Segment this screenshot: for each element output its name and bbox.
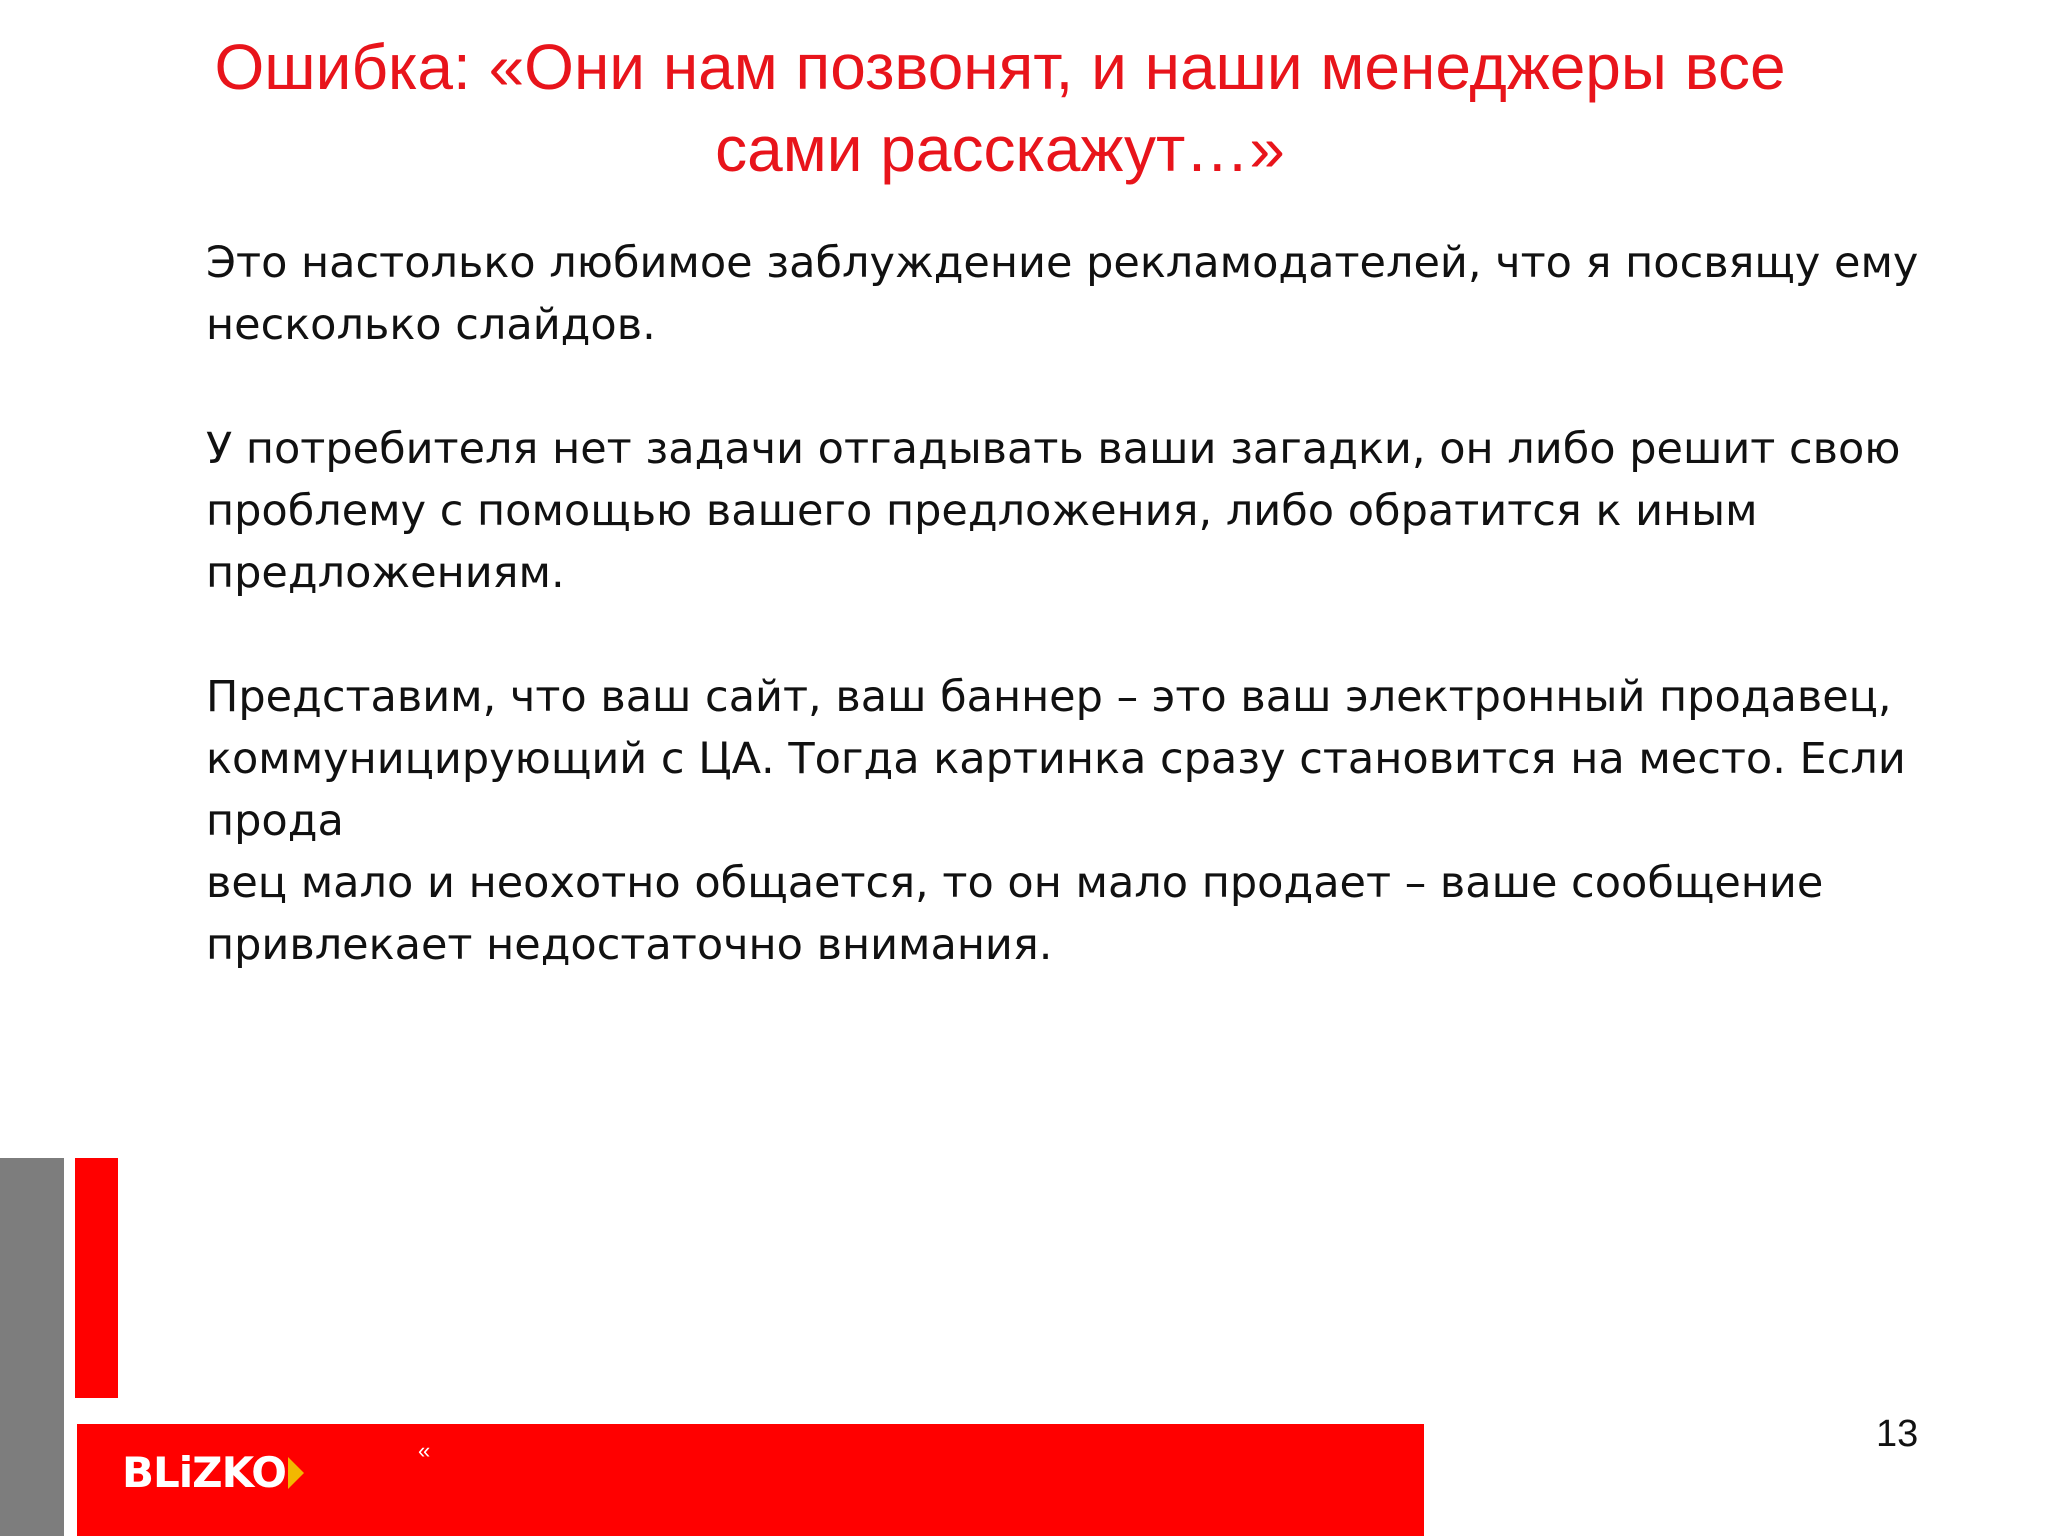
text-line: привлекает недостаточно внимания. [206,920,1053,970]
text-line: прода [206,796,344,846]
paragraph-salesperson [206,666,1926,976]
page-number: 13 [1876,1413,1919,1455]
text-line: Представим, что ваш сайт, ваш баннер – это ваш электронный продавец, [206,672,1892,722]
text-line: несколько слайдов. [206,300,656,350]
slide-body [206,232,1926,976]
text-line: вец мало и неохотно общается, то он мало продает – ваше сообщение [206,858,1824,908]
slide-title-line: Ошибка: «Они нам позвонят, и наши менеджеры все [214,31,1786,103]
paragraph-consumer [206,418,1926,604]
slide-title [100,26,1900,190]
text-line: коммуницирующий с ЦА. Тогда картинка сразу становится на место. Если [206,734,1906,784]
slide-title-line: сами расскажут…» [715,113,1285,185]
text-line: предложениям. [206,548,565,598]
text-line: проблему с помощью вашего предложения, либо обратится к иным [206,486,1758,536]
red-vertical-bar [75,1158,118,1398]
gray-side-bar [0,1158,64,1536]
chevron-right-icon [288,1457,304,1489]
footer-quote-mark: « [418,1438,431,1463]
text-line: У потребителя нет задачи отгадывать ваши загадки, он либо решит свою [206,424,1901,474]
text-line: Это настолько любимое заблуждение рекламодателей, что я посвящу ему [206,238,1919,288]
blizko-logo [122,1448,304,1498]
logo-text: BLiZKO [122,1448,286,1497]
paragraph-misconception [206,232,1926,356]
